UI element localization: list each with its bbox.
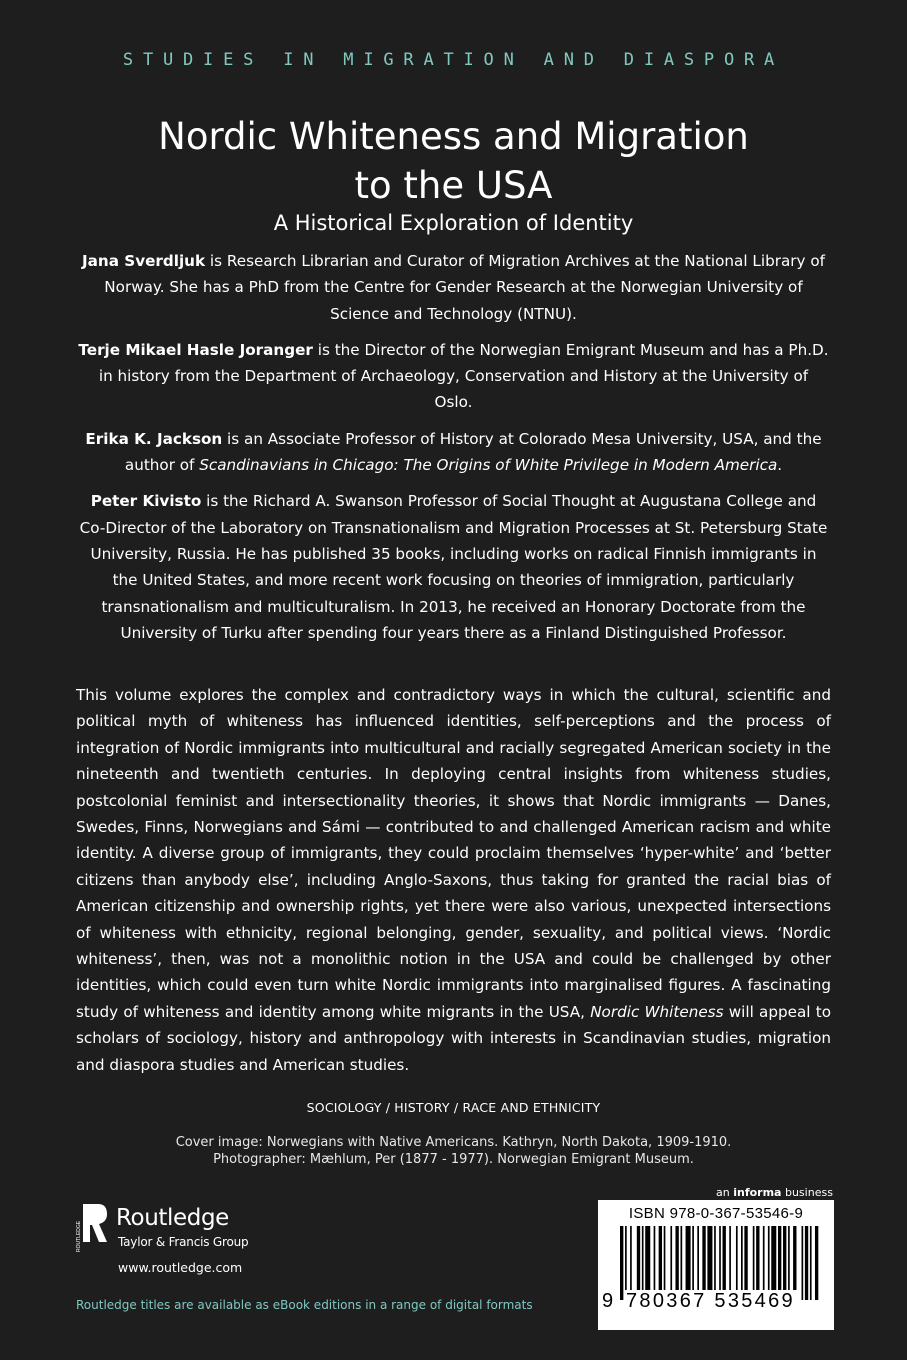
bio-jackson [78,426,829,479]
barcode-bar [771,1226,776,1300]
bio-text: is Research Librarian and Curator of Migration Archives at the National Library of Norway. She has a PhD from the Centre for Gender Research at the Norwegian University of Science and Technology (NTNU). [104,252,825,323]
barcode-digits: 780367 535469 [626,1290,795,1312]
barcode-bar [802,1226,804,1300]
barcode-bar [788,1226,790,1300]
book-reference: Scandinavians in Chicago: The Origins of White Privilege in Modern America [199,456,778,475]
cover-credit-line-2: Photographer: Mæhlum, Per (1877 - 1977). Norwegian Emigrant Museum. [213,1152,694,1167]
barcode-bar [783,1226,786,1300]
series-heading: STUDIES IN MIGRATION AND DIASPORA [122,50,785,70]
barcode-bar [805,1226,808,1300]
barcode-bar [756,1226,759,1300]
isbn-label: ISBN 978-0-367-53546-9 [628,1205,804,1222]
barcode-bar [697,1226,699,1300]
bio-text: is an Associate Professor of History at Colorado Mesa University, USA, and the author of [124,429,822,475]
barcode-bar [620,1226,623,1300]
author-name: Erika K. Jackson [85,429,223,448]
informa-tagline [716,1186,833,1199]
ebook-note: Routledge titles are available as eBook editions in a range of digital formats [76,1298,533,1312]
barcode-bar [736,1226,738,1300]
barcode-bar [642,1226,644,1300]
barcode-bar [630,1226,632,1300]
barcode-bar [692,1226,694,1300]
isbn-barcode [598,1200,834,1330]
barcode-bar [664,1226,666,1300]
description-part-1: This volume explores the complex and contradictory ways in which the cultural, scientific and political myth of whiteness has influenced identities, self-perceptions and the process of integration of Nordic immigrants into multicultural and racially segregated American society in the nineteenth and twentieth centuries. In deploying central insights from whiteness studies, postcolonial feminist and intersectionality theories, it shows that Nordic immigrants — Danes, Swedes, Finns, Norwegians and Sámi — contributed to and challenged American racism and white identity. A diverse group of immigrants, they could proclaim themselves ‘hyper-white’ and ‘better citizens than anybody else’, including Anglo-Saxons, thus taking for granted the racial bias of American citizenship and ownership rights, yet there were also various, unexpected intersections of whiteness with ethnicity, regional belonging, gender, sexuality, and political views. ‘Nordic whiteness’, then, was not a monolithic notion in the USA and could be challenged by other identities, which could even turn white Nordic immigrants into marginalised figures. A fascinating study of whiteness and identity among white migrants in the USA, [76,686,831,1021]
title-line-1: Nordic Whiteness and Migration [158,115,749,158]
routledge-mark-text: ROUTLEDGE [76,1220,82,1252]
barcode-bar [810,1226,812,1300]
routledge-mark-icon [74,1202,108,1254]
informa-suffix: business [781,1186,833,1199]
bio-text: is the Director of the Norwegian Emigrant Museum and has a Ph.D. in history from the Department of Archaeology, Conservation and History at the University of Oslo. [98,340,829,412]
barcode-bar [815,1226,818,1300]
barcode-bar [714,1226,716,1300]
barcode-bar [763,1226,765,1300]
barcode-bar [702,1226,705,1300]
barcode-bar [753,1226,755,1300]
cover-credit [0,1134,907,1168]
barcode-bar [723,1226,726,1300]
subject-categories: SOCIOLOGY / HISTORY / RACE AND ETHNICITY [306,1100,601,1115]
barcode-lead-digit: 9 [602,1290,614,1312]
barcode-bar [675,1226,678,1300]
barcode-bar [645,1226,650,1300]
author-name: Jana Sverdljuk [82,252,206,270]
bio-text-end: . [777,456,783,475]
author-name: Peter Kivisto [90,492,202,511]
bio-text: is the Richard A. Swanson Professor of Social Thought at Augustana College and Co-Director of the Laboratory on Transnationalism and Migration Processes at St. Petersburg State University, Russia. He has published 35 books, including works on radical Finnish immigrants in the United States, and more recent work focusing on theories of immigration, particularly transnationalism and multiculturalism. In 2013, he received an Honorary Doctorate from the University of Turku after spending four years there as a Finland Distinguished Professor. [79,492,828,642]
barcode-bar [719,1226,721,1300]
cover-credit-line-1: Cover image: Norwegians with Native Americans. Kathryn, North Dakota, 1909-1910. [175,1135,732,1150]
publisher-name: Routledge [116,1205,229,1231]
bio-sverdljuk [78,248,829,327]
barcode-bar [729,1226,731,1300]
barcode-bar [778,1226,781,1300]
informa-prefix: an [716,1186,734,1199]
barcode-bar [670,1226,672,1300]
book-subtitle: A Historical Exploration of Identity [273,211,634,235]
barcode-bar [637,1226,640,1300]
description-part-2: will appeal to scholars of sociology, history and anthropology with interests in Scandinavian studies, migration and diaspora studies and American studies. [76,1002,831,1074]
informa-brand: informa [733,1186,782,1199]
barcode-bar [686,1226,691,1300]
bio-joranger [78,337,829,416]
bio-kivisto [78,488,829,646]
author-name: Terje Mikael Hasle Joranger [78,340,313,359]
barcode-bar [741,1226,743,1300]
book-description [76,682,831,1078]
barcode-bar [744,1226,747,1300]
barcode-bar [707,1226,712,1300]
barcode-bar [793,1226,796,1300]
publisher-group: Taylor & Francis Group [118,1235,249,1249]
book-title [0,112,907,210]
barcode-bar [654,1226,656,1300]
publisher-website: www.routledge.com [118,1260,243,1275]
barcode-bars [620,1226,820,1300]
barcode-bar [659,1226,662,1300]
barcode-bar [768,1226,770,1300]
title-line-2: to the USA [354,164,553,207]
barcode-bar [625,1226,627,1300]
author-bios [78,248,829,656]
description-title-italic: Nordic Whiteness [590,1002,724,1021]
barcode-bar [681,1226,683,1300]
